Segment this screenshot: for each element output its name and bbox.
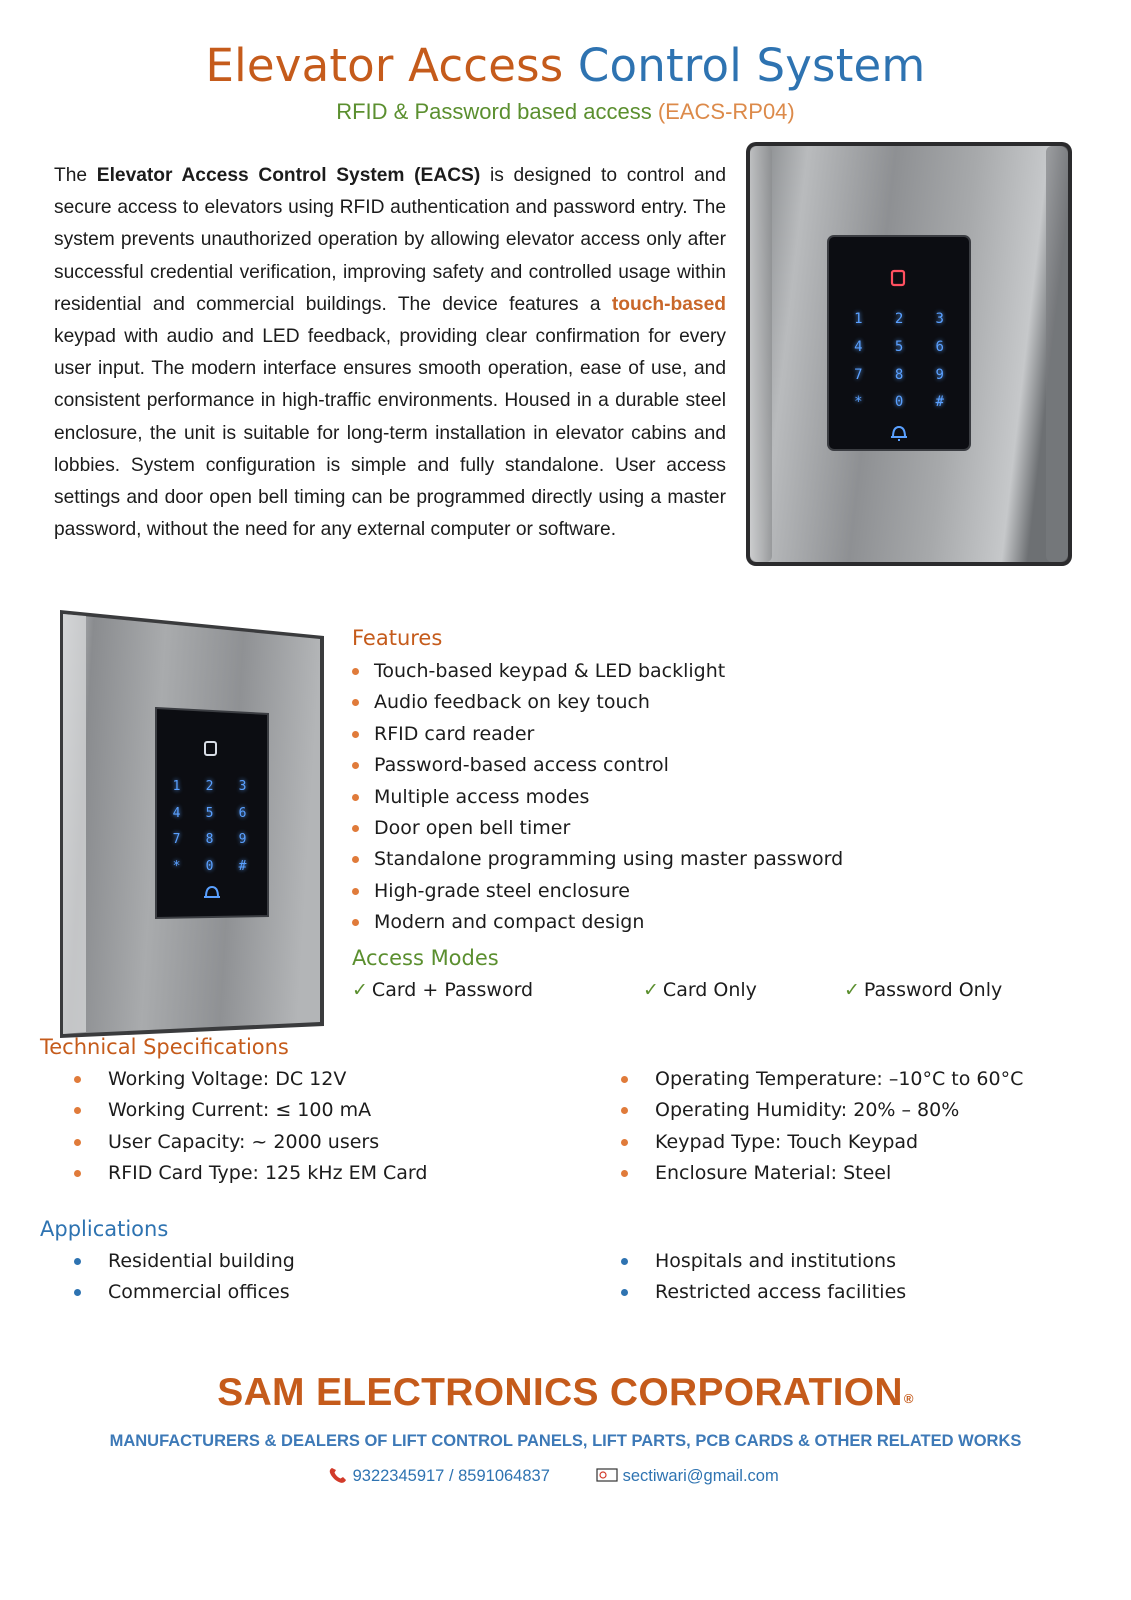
- intro-text-2: keypad with audio and LED feedback, providing clear confirmation for every user input. The modern interface ensures smooth operation, ease of use, and consistent performance in high-traffic environments. Housed in a durable steel enclosure, the unit is suitable for long-term installation in elevator cabins and lobbies. System configuration is simple and fully standalone. User access settings and door open bell timing can be programmed directly using a master password, without the need for any external computer or software.: [54, 326, 726, 541]
- list-item: [352, 907, 843, 938]
- device-image-angled: [52, 606, 346, 1042]
- check-icon: ✓: [844, 979, 860, 1001]
- bullet-icon: [352, 794, 359, 801]
- list-item-text: Working Voltage: DC 12V: [108, 1068, 347, 1090]
- list-item: [74, 1277, 295, 1308]
- list-item-text: Restricted access facilities: [655, 1281, 907, 1304]
- list-item: [352, 782, 843, 813]
- access-mode-card-password: ✓ Card + Password: [352, 979, 534, 1001]
- registered-mark: ®: [903, 1391, 914, 1406]
- keypad-key: 4: [172, 805, 181, 821]
- bullet-icon: [352, 699, 359, 706]
- bullet-icon: [74, 1107, 81, 1114]
- keypad-key: #: [935, 394, 944, 411]
- intro-paragraph: [54, 160, 726, 546]
- keypad-key: 2: [894, 311, 904, 327]
- check-icon: ✓: [643, 979, 659, 1001]
- list-item-text: Enclosure Material: Steel: [655, 1162, 892, 1185]
- intro-highlight: touch-based: [611, 293, 726, 315]
- company-tagline: MANUFACTURERS & DEALERS OF LIFT CONTROL PANELS, LIFT PARTS, PCB CARDS & OTHER RELATED WORKS: [109, 1432, 1022, 1450]
- list-item: [74, 1127, 427, 1158]
- list-item: [621, 1246, 906, 1277]
- list-item: [74, 1158, 427, 1189]
- keypad-key: 8: [894, 366, 904, 383]
- list-item-text: Commercial offices: [108, 1281, 290, 1304]
- bullet-icon: [74, 1289, 81, 1296]
- list-item-text: RFID card reader: [374, 722, 535, 745]
- email-contact: [596, 1465, 779, 1487]
- list-item-text: Audio feedback on key touch: [374, 691, 650, 714]
- company-name: SAM ELECTRONICS CORPORATION®: [217, 1371, 914, 1414]
- list-item-text: Operating Temperature: –10°C to 60°C: [655, 1068, 1024, 1090]
- list-item: [74, 1064, 427, 1095]
- keypad-key: 4: [854, 338, 863, 355]
- phone-numbers[interactable]: 9322345917 / 8591064837: [352, 1467, 550, 1485]
- keypad-key: #: [238, 858, 247, 874]
- features-list: [352, 656, 843, 939]
- email-address[interactable]: sectiwari@gmail.com: [622, 1467, 779, 1485]
- list-item: [352, 750, 843, 781]
- keypad-key: 6: [935, 338, 944, 355]
- list-item-text: Password-based access control: [374, 754, 669, 777]
- access-mode-password-only: ✓ Password Only: [844, 979, 1003, 1001]
- list-item: [352, 687, 843, 718]
- keypad-key: 6: [238, 805, 247, 821]
- list-item: [352, 844, 843, 875]
- list-item-text: RFID Card Type: 125 kHz EM Card: [108, 1162, 428, 1185]
- list-item-text: Modern and compact design: [374, 911, 645, 934]
- features-heading: Features: [352, 626, 443, 650]
- bullet-icon: [621, 1289, 628, 1296]
- bullet-icon: [621, 1139, 628, 1146]
- bullet-icon: [352, 731, 359, 738]
- keypad-key: *: [172, 858, 181, 874]
- list-item-text: Touch-based keypad & LED backlight: [374, 660, 726, 682]
- bullet-icon: [621, 1107, 628, 1114]
- subtitle-main: RFID & Password based access: [336, 99, 652, 124]
- intro-product-name: Elevator Access Control System (EACS): [96, 165, 481, 186]
- phone-icon: [328, 1466, 348, 1484]
- list-item-text: Keypad Type: Touch Keypad: [655, 1130, 919, 1153]
- bullet-icon: [352, 919, 359, 926]
- list-item: [352, 813, 843, 844]
- email-icon: [596, 1467, 618, 1483]
- title-part-1: Elevator Access: [205, 39, 564, 92]
- device-image-front: [742, 140, 1076, 568]
- specs-heading: Technical Specifications: [40, 1035, 289, 1059]
- list-item: [621, 1277, 906, 1308]
- bullet-icon: [74, 1139, 81, 1146]
- keypad-key: 3: [935, 311, 944, 327]
- list-item: [621, 1158, 1023, 1189]
- bell-icon: [891, 427, 907, 441]
- specs-list-right: [621, 1064, 1023, 1190]
- list-item-text: Operating Humidity: 20% – 80%: [655, 1099, 960, 1122]
- keypad-key: 8: [205, 832, 214, 847]
- access-mode-card-only: ✓ Card Only: [643, 979, 757, 1001]
- keypad-key: 7: [172, 832, 181, 847]
- list-item-text: Multiple access modes: [374, 785, 590, 808]
- bullet-icon: [621, 1170, 628, 1177]
- page-title: [0, 36, 1131, 96]
- keypad-key: 2: [205, 779, 214, 794]
- keypad-key: *: [854, 394, 863, 411]
- list-item: [74, 1095, 427, 1126]
- bullet-icon: [352, 762, 359, 769]
- check-icon: ✓: [352, 979, 368, 1001]
- keypad-key: 9: [935, 366, 944, 383]
- keypad-key: 0: [894, 394, 904, 411]
- intro-text-1: is designed to control and secure access to elevators using RFID authentication and password entry. The system prevents unauthorized operation by allowing elevator access only after successful credential verification, improving safety and controlled usage within residential and commercial buildings. The device features a: [54, 165, 726, 315]
- page-subtitle: [0, 98, 1131, 126]
- keypad-key: 3: [238, 779, 247, 794]
- subtitle-model: (EACS-RP04): [657, 99, 795, 124]
- list-item: [621, 1127, 1023, 1158]
- specs-list-left: [74, 1064, 427, 1190]
- list-item-text: Hospitals and institutions: [655, 1250, 896, 1272]
- phone-contact: [328, 1465, 550, 1487]
- title-part-2: Control System: [577, 39, 926, 92]
- keypad-panel-front: [828, 236, 970, 450]
- bullet-icon: [621, 1258, 628, 1265]
- list-item-text: Working Current: ≤ 100 mA: [108, 1099, 372, 1122]
- keypad-key: 1: [854, 311, 863, 327]
- keypad-key: 5: [205, 805, 214, 821]
- list-item: [352, 656, 843, 687]
- bullet-icon: [74, 1076, 81, 1083]
- list-item: [621, 1064, 1023, 1095]
- keypad-key: 0: [205, 858, 214, 874]
- bullet-icon: [74, 1170, 81, 1177]
- applications-list-left: [74, 1246, 295, 1309]
- list-item-text: Door open bell timer: [374, 816, 571, 839]
- bullet-icon: [352, 825, 359, 832]
- keypad-key: 1: [172, 779, 181, 794]
- list-item: [621, 1095, 1023, 1126]
- keypad-key: 9: [238, 832, 247, 847]
- intro-lead: The: [54, 165, 88, 186]
- list-item: [352, 719, 843, 750]
- list-item: [352, 876, 843, 907]
- list-item-text: High-grade steel enclosure: [374, 879, 630, 902]
- applications-list-right: [621, 1246, 906, 1309]
- list-item-text: Standalone programming using master password: [374, 848, 844, 871]
- bullet-icon: [352, 856, 359, 863]
- rfid-indicator-icon: [892, 271, 904, 285]
- bullet-icon: [74, 1258, 81, 1265]
- list-item-text: User Capacity: ~ 2000 users: [108, 1130, 380, 1153]
- keypad-key: 5: [894, 338, 904, 355]
- keypad-key: 7: [854, 366, 863, 383]
- applications-heading: Applications: [40, 1217, 169, 1241]
- bullet-icon: [621, 1076, 628, 1083]
- access-modes-heading: Access Modes: [352, 946, 499, 970]
- bullet-icon: [352, 668, 359, 675]
- list-item-text: Residential building: [108, 1250, 295, 1272]
- bullet-icon: [352, 888, 359, 895]
- list-item: [74, 1246, 295, 1277]
